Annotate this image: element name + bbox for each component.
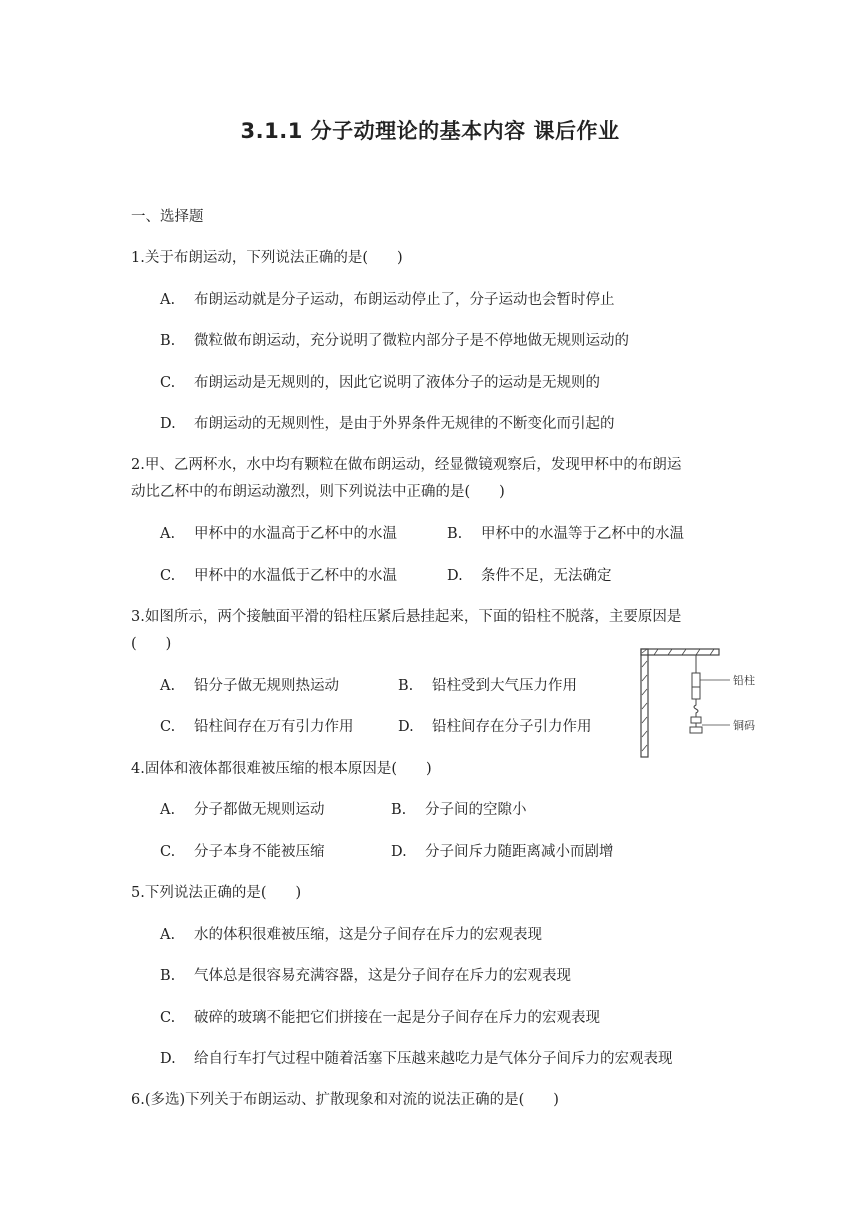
question-2-stem-line-1: 2.甲、乙两杯水，水中均有颗粒在做布朗运动，经显微镜观察后，发现甲杯中的布朗运 xyxy=(131,457,682,473)
question-5-option-c: C. 破碎的玻璃不能把它们拼接在一起是分子间存在斥力的宏观表现 xyxy=(160,1010,600,1026)
lead-cylinder-figure xyxy=(632,647,772,759)
question-5-option-a: A. 水的体积很难被压缩，这是分子间存在斥力的宏观表现 xyxy=(160,927,542,943)
question-2-option-b: B. 甲杯中的水温等于乙杯中的水温 xyxy=(447,526,684,542)
label-weight: 铜码 xyxy=(733,719,755,732)
frame-beam xyxy=(641,649,719,655)
question-4-option-b: B. 分子间的空隙小 xyxy=(391,802,527,818)
question-3-option-c: C. 铅柱间存在万有引力作用 xyxy=(160,719,354,735)
question-5-option-b: B. 气体总是很容易充满容器，这是分子间存在斥力的宏观表现 xyxy=(160,968,571,984)
question-2-option-a: A. 甲杯中的水温高于乙杯中的水温 xyxy=(160,526,397,542)
section-heading: 一、选择题 xyxy=(131,209,204,225)
question-3-option-b: B. 铅柱受到大气压力作用 xyxy=(398,678,577,694)
question-5-stem: 5.下列说法正确的是( ) xyxy=(131,885,302,901)
question-1-stem: 1.关于布朗运动，下列说法正确的是( ) xyxy=(131,250,403,266)
lower-lead-cylinder xyxy=(692,687,700,699)
question-3-stem-line-1: 3.如图所示，两个接触面平滑的铅柱压紧后悬挂起来，下面的铅柱不脱落，主要原因是 xyxy=(131,609,682,625)
weight-bottom xyxy=(690,727,702,733)
question-2-stem-line-2: 动比乙杯中的布朗运动激烈，则下列说法中正确的是( ) xyxy=(131,484,505,500)
question-3-option-a: A. 铅分子做无规则热运动 xyxy=(160,678,339,694)
question-2-option-d: D. 条件不足，无法确定 xyxy=(447,568,612,584)
page-title: 3.1.1 分子动理论的基本内容 课后作业 xyxy=(240,119,620,143)
label-lead-cylinder: 铅柱 xyxy=(733,674,755,687)
question-1-option-d: D. 布朗运动的无规则性，是由于外界条件无规律的不断变化而引起的 xyxy=(160,416,615,432)
question-6-stem: 6.(多选)下列关于布朗运动、扩散现象和对流的说法正确的是( ) xyxy=(131,1092,559,1108)
question-5-option-d: D. 给自行车打气过程中随着活塞下压越来越吃力是气体分子间斥力的宏观表现 xyxy=(160,1051,673,1067)
question-4-option-d: D. 分子间斥力随距离减小而剧增 xyxy=(391,844,614,860)
question-4-option-a: A. 分子都做无规则运动 xyxy=(160,802,325,818)
upper-lead-cylinder xyxy=(692,673,700,687)
question-3-stem-line-2: ( ) xyxy=(131,636,172,652)
question-1-option-b: B. 微粒做布朗运动，充分说明了微粒内部分子是不停地做无规则运动的 xyxy=(160,333,629,349)
question-3-option-d: D. 铅柱间存在分子引力作用 xyxy=(398,719,592,735)
question-2-option-c: C. 甲杯中的水温低于乙杯中的水温 xyxy=(160,568,397,584)
question-4-option-c: C. 分子本身不能被压缩 xyxy=(160,844,325,860)
weight-top xyxy=(691,717,701,723)
question-1-option-c: C. 布朗运动是无规则的，因此它说明了液体分子的运动是无规则的 xyxy=(160,375,600,391)
question-1-option-a: A. 布朗运动就是分子运动，布朗运动停止了，分子运动也会暂时停止 xyxy=(160,292,615,308)
question-4-stem: 4.固体和液体都很难被压缩的根本原因是( ) xyxy=(131,761,432,777)
